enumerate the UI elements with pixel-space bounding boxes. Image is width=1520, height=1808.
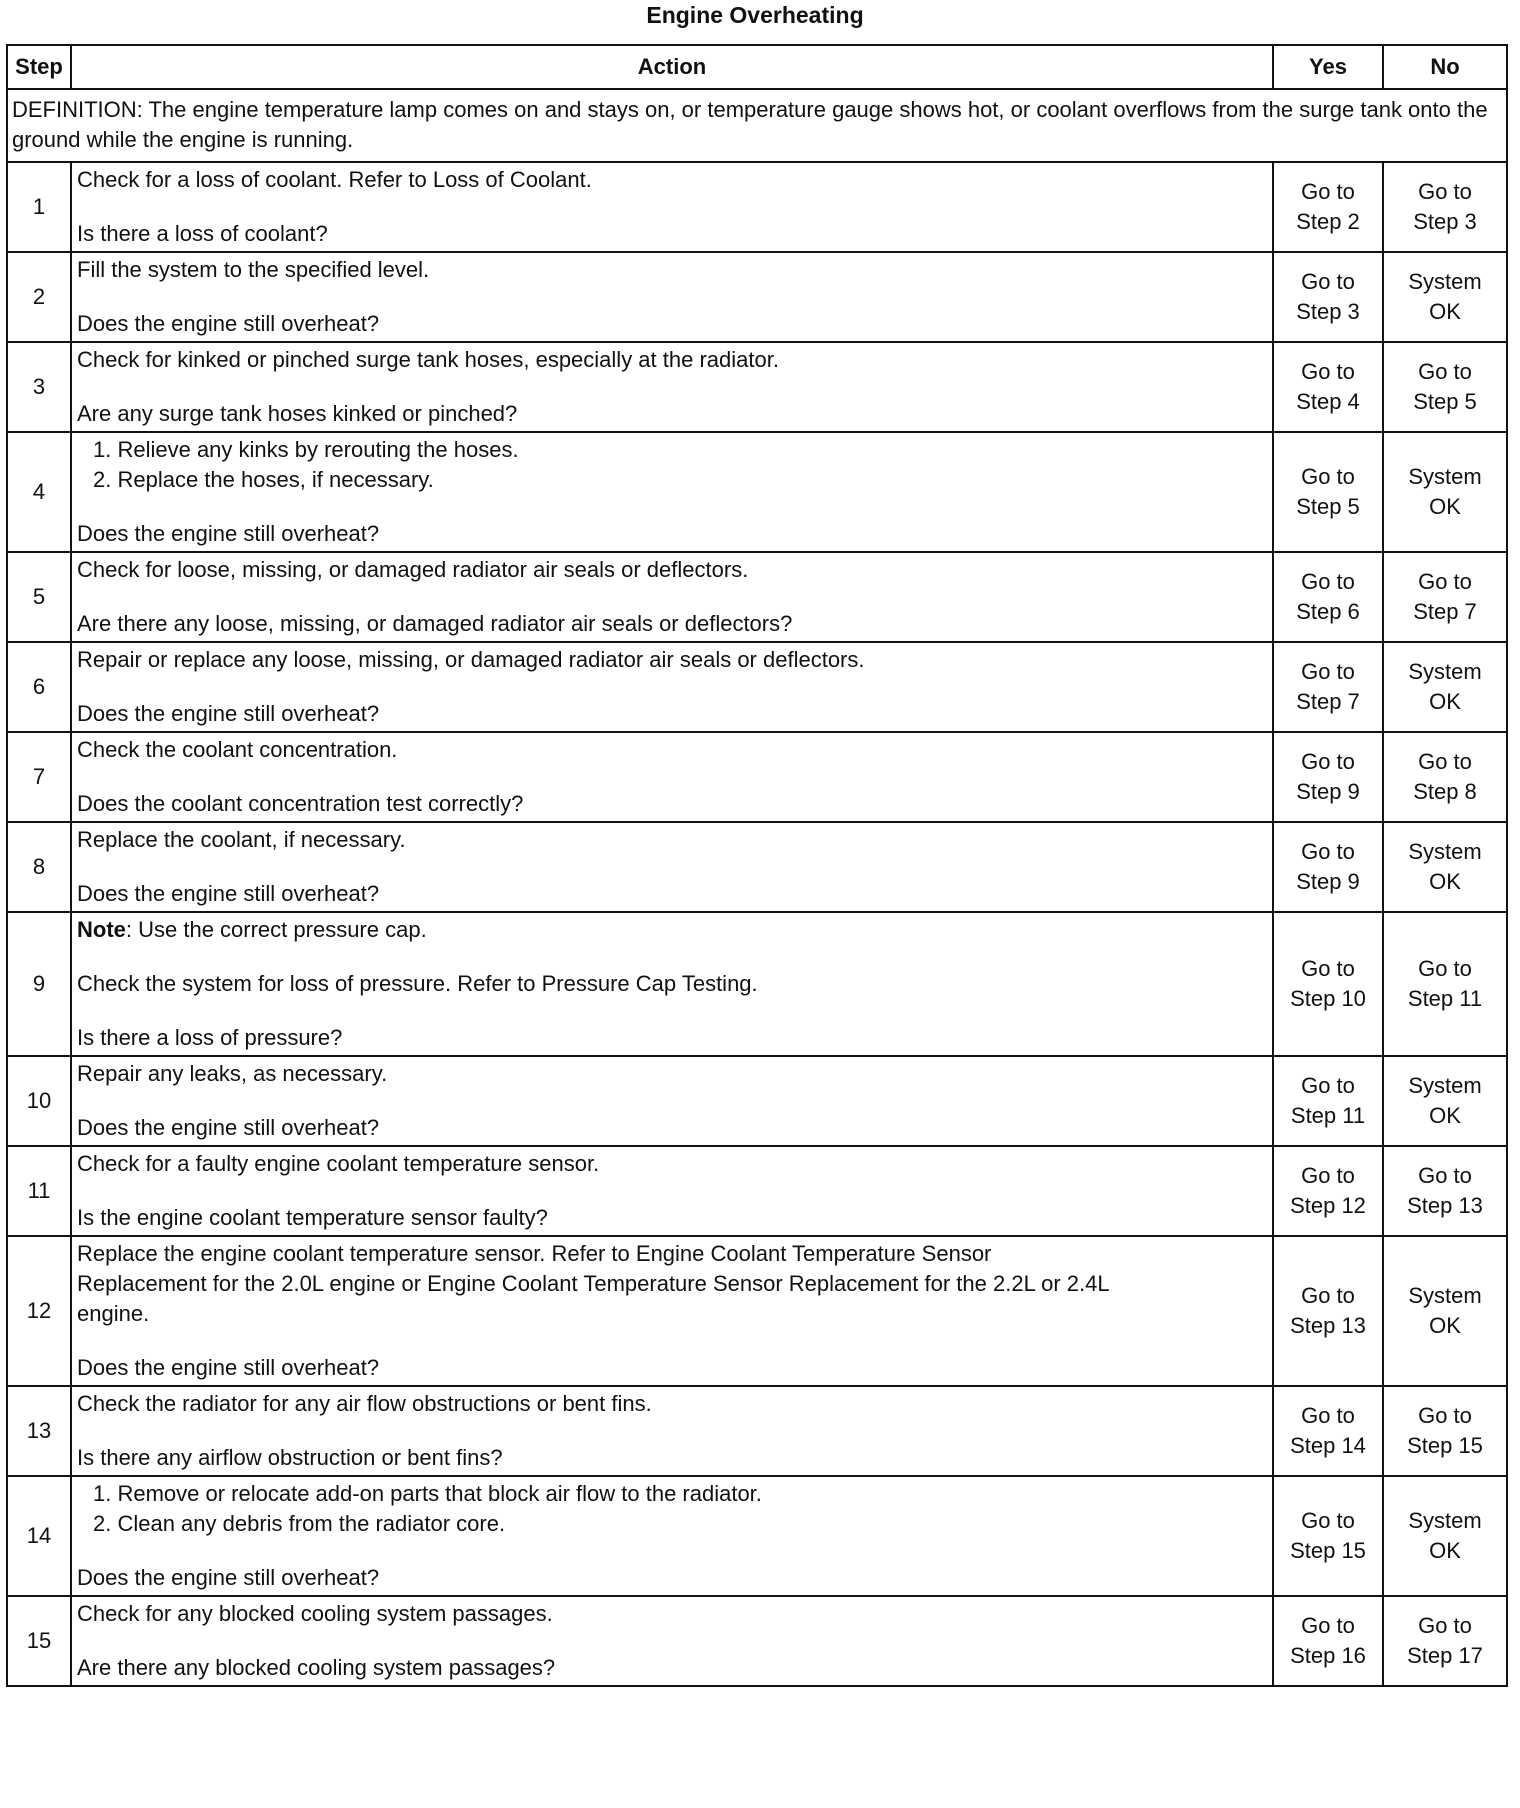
step-number: 6 bbox=[7, 642, 71, 732]
document-title: Engine Overheating bbox=[646, 2, 864, 28]
action-question: Does the coolant concentration test correctly? bbox=[77, 791, 524, 816]
no-target: OK bbox=[1429, 868, 1461, 894]
yes-target: Step 13 bbox=[1290, 1312, 1366, 1338]
yes-goto: Go to bbox=[1301, 1402, 1355, 1428]
no-cell bbox=[1383, 1596, 1507, 1686]
yes-target: Step 5 bbox=[1296, 493, 1360, 519]
action-text: Repair or replace any loose, missing, or damaged radiator air seals or deflectors. bbox=[77, 647, 865, 672]
yes-cell bbox=[1273, 1236, 1383, 1386]
no-target: Step 11 bbox=[1407, 985, 1483, 1011]
step-action bbox=[71, 1476, 1273, 1596]
no-cell bbox=[1383, 1236, 1507, 1386]
action-text: Check for kinked or pinched surge tank hoses, especially at the radiator. bbox=[77, 347, 779, 372]
action-question: Is there any airflow obstruction or bent fins? bbox=[77, 1445, 503, 1470]
step-number: 1 bbox=[7, 162, 71, 252]
no-cell bbox=[1383, 732, 1507, 822]
header-no: No bbox=[1383, 45, 1507, 89]
no-target: Step 17 bbox=[1407, 1642, 1483, 1668]
step-number: 4 bbox=[7, 432, 71, 552]
diagnostic-table bbox=[6, 44, 1508, 1687]
action-question: Are there any loose, missing, or damaged radiator air seals or deflectors? bbox=[77, 611, 793, 636]
header-yes: Yes bbox=[1273, 45, 1383, 89]
step-number: 10 bbox=[7, 1056, 71, 1146]
no-goto: Go to bbox=[1418, 178, 1472, 204]
no-cell bbox=[1383, 162, 1507, 252]
no-goto: System bbox=[1408, 838, 1482, 864]
no-target: OK bbox=[1429, 1312, 1461, 1338]
step-number: 7 bbox=[7, 732, 71, 822]
step-action bbox=[71, 552, 1273, 642]
step-action bbox=[71, 912, 1273, 1056]
no-goto: Go to bbox=[1418, 1402, 1472, 1428]
step-action bbox=[71, 162, 1273, 252]
action-text: Repair any leaks, as necessary. bbox=[77, 1061, 388, 1086]
no-cell bbox=[1383, 342, 1507, 432]
yes-cell bbox=[1273, 732, 1383, 822]
yes-cell bbox=[1273, 642, 1383, 732]
action-question: Does the engine still overheat? bbox=[77, 1115, 380, 1140]
action-note bbox=[77, 915, 1267, 945]
step-row bbox=[7, 342, 1507, 432]
action-text: Replace the engine coolant temperature sensor. Refer to Engine Coolant Temperature Sensor bbox=[77, 1241, 992, 1266]
no-target: Step 8 bbox=[1413, 778, 1477, 804]
action-text: Check the radiator for any air flow obstructions or bent fins. bbox=[77, 1391, 652, 1416]
action-text: Check for loose, missing, or damaged radiator air seals or deflectors. bbox=[77, 557, 749, 582]
yes-target: Step 11 bbox=[1290, 1102, 1366, 1128]
yes-goto: Go to bbox=[1301, 748, 1355, 774]
step-action bbox=[71, 432, 1273, 552]
no-target: OK bbox=[1429, 688, 1461, 714]
step-number: 2 bbox=[7, 252, 71, 342]
yes-target: Step 16 bbox=[1290, 1642, 1366, 1668]
yes-goto: Go to bbox=[1301, 1612, 1355, 1638]
no-cell bbox=[1383, 912, 1507, 1056]
step-number: 5 bbox=[7, 552, 71, 642]
step-row bbox=[7, 1146, 1507, 1236]
yes-goto: Go to bbox=[1301, 838, 1355, 864]
step-action bbox=[71, 1386, 1273, 1476]
action-text: Replacement for the 2.0L engine or Engine Coolant Temperature Sensor Replacement for the 2.2L or 2.4L bbox=[77, 1271, 1110, 1296]
step-number: 9 bbox=[7, 912, 71, 1056]
no-goto: System bbox=[1408, 1072, 1482, 1098]
step-action bbox=[71, 732, 1273, 822]
yes-goto: Go to bbox=[1301, 658, 1355, 684]
action-question: Are any surge tank hoses kinked or pinched? bbox=[77, 401, 518, 426]
action-text: Check the system for loss of pressure. Refer to Pressure Cap Testing. bbox=[77, 971, 758, 996]
step-row bbox=[7, 1476, 1507, 1596]
no-goto: Go to bbox=[1418, 748, 1472, 774]
step-row bbox=[7, 432, 1507, 552]
no-goto: System bbox=[1408, 268, 1482, 294]
step-number: 13 bbox=[7, 1386, 71, 1476]
step-action bbox=[71, 642, 1273, 732]
yes-cell bbox=[1273, 1386, 1383, 1476]
yes-cell bbox=[1273, 432, 1383, 552]
definition-text: DEFINITION: The engine temperature lamp comes on and stays on, or temperature gauge shows hot, or coolant overflows from the surge tank onto the ground while the engine is running. bbox=[7, 89, 1507, 162]
yes-goto: Go to bbox=[1301, 1507, 1355, 1533]
step-row bbox=[7, 162, 1507, 252]
yes-goto: Go to bbox=[1301, 1162, 1355, 1188]
note-text: : Use the correct pressure cap. bbox=[125, 917, 427, 942]
step-number: 3 bbox=[7, 342, 71, 432]
no-target: OK bbox=[1429, 1537, 1461, 1563]
step-number: 8 bbox=[7, 822, 71, 912]
action-question: Does the engine still overheat? bbox=[77, 521, 380, 546]
step-number: 11 bbox=[7, 1146, 71, 1236]
step-action bbox=[71, 342, 1273, 432]
yes-goto: Go to bbox=[1301, 463, 1355, 489]
yes-target: Step 9 bbox=[1296, 868, 1360, 894]
yes-target: Step 7 bbox=[1296, 688, 1360, 714]
step-row bbox=[7, 1056, 1507, 1146]
no-goto: System bbox=[1408, 1282, 1482, 1308]
no-goto: System bbox=[1408, 658, 1482, 684]
yes-target: Step 2 bbox=[1296, 208, 1360, 234]
no-goto: Go to bbox=[1418, 1162, 1472, 1188]
step-row bbox=[7, 1236, 1507, 1386]
action-text: engine. bbox=[77, 1301, 150, 1326]
yes-target: Step 12 bbox=[1290, 1192, 1366, 1218]
step-row bbox=[7, 912, 1507, 1056]
yes-goto: Go to bbox=[1301, 1282, 1355, 1308]
step-number: 14 bbox=[7, 1476, 71, 1596]
no-cell bbox=[1383, 1386, 1507, 1476]
header-row bbox=[7, 45, 1507, 89]
action-text: Replace the coolant, if necessary. bbox=[77, 827, 406, 852]
no-goto: Go to bbox=[1418, 568, 1472, 594]
header-step: Step bbox=[7, 45, 71, 89]
action-list-item: 1. Remove or relocate add-on parts that block air flow to the radiator. bbox=[93, 1481, 762, 1506]
action-text: Check for any blocked cooling system passages. bbox=[77, 1601, 553, 1626]
step-row bbox=[7, 552, 1507, 642]
no-goto: Go to bbox=[1418, 1612, 1472, 1638]
step-action bbox=[71, 822, 1273, 912]
step-row bbox=[7, 252, 1507, 342]
no-goto: System bbox=[1408, 1507, 1482, 1533]
yes-cell bbox=[1273, 1596, 1383, 1686]
action-question: Does the engine still overheat? bbox=[77, 881, 380, 906]
step-row bbox=[7, 732, 1507, 822]
action-question: Does the engine still overheat? bbox=[77, 1355, 380, 1380]
yes-target: Step 6 bbox=[1296, 598, 1360, 624]
yes-target: Step 3 bbox=[1296, 298, 1360, 324]
no-cell bbox=[1383, 432, 1507, 552]
step-action bbox=[71, 252, 1273, 342]
yes-target: Step 10 bbox=[1290, 985, 1366, 1011]
step-number: 15 bbox=[7, 1596, 71, 1686]
no-cell bbox=[1383, 552, 1507, 642]
yes-goto: Go to bbox=[1301, 568, 1355, 594]
step-action bbox=[71, 1056, 1273, 1146]
definition-row bbox=[7, 89, 1507, 162]
action-question: Is the engine coolant temperature sensor faulty? bbox=[77, 1205, 548, 1230]
yes-cell bbox=[1273, 1476, 1383, 1596]
action-question: Does the engine still overheat? bbox=[77, 701, 380, 726]
step-action bbox=[71, 1236, 1273, 1386]
yes-cell bbox=[1273, 912, 1383, 1056]
step-action bbox=[71, 1146, 1273, 1236]
yes-goto: Go to bbox=[1301, 178, 1355, 204]
no-target: OK bbox=[1429, 298, 1461, 324]
no-cell bbox=[1383, 1146, 1507, 1236]
no-goto: Go to bbox=[1418, 358, 1472, 384]
no-target: Step 3 bbox=[1413, 208, 1477, 234]
action-list-item: 2. Clean any debris from the radiator core. bbox=[93, 1511, 506, 1536]
no-cell bbox=[1383, 642, 1507, 732]
step-row bbox=[7, 1596, 1507, 1686]
step-row bbox=[7, 822, 1507, 912]
no-target: OK bbox=[1429, 493, 1461, 519]
no-goto: Go to bbox=[1418, 955, 1472, 981]
yes-cell bbox=[1273, 1056, 1383, 1146]
yes-cell bbox=[1273, 1146, 1383, 1236]
yes-goto: Go to bbox=[1301, 358, 1355, 384]
yes-target: Step 15 bbox=[1290, 1537, 1366, 1563]
action-question: Does the engine still overheat? bbox=[77, 1565, 380, 1590]
yes-cell bbox=[1273, 342, 1383, 432]
yes-goto: Go to bbox=[1301, 955, 1355, 981]
yes-goto: Go to bbox=[1301, 268, 1355, 294]
step-row bbox=[7, 642, 1507, 732]
yes-cell bbox=[1273, 162, 1383, 252]
action-text: Check the coolant concentration. bbox=[77, 737, 398, 762]
no-target: OK bbox=[1429, 1102, 1461, 1128]
yes-cell bbox=[1273, 552, 1383, 642]
no-cell bbox=[1383, 822, 1507, 912]
yes-cell bbox=[1273, 252, 1383, 342]
step-number: 12 bbox=[7, 1236, 71, 1386]
no-target: Step 15 bbox=[1407, 1432, 1483, 1458]
no-cell bbox=[1383, 252, 1507, 342]
step-action bbox=[71, 1596, 1273, 1686]
step-row bbox=[7, 1386, 1507, 1476]
yes-goto: Go to bbox=[1301, 1072, 1355, 1098]
action-list-item: 2. Replace the hoses, if necessary. bbox=[93, 467, 434, 492]
action-question: Are there any blocked cooling system passages? bbox=[77, 1655, 556, 1680]
yes-cell bbox=[1273, 822, 1383, 912]
action-text: Check for a faulty engine coolant temperature sensor. bbox=[77, 1151, 600, 1176]
no-goto: System bbox=[1408, 463, 1482, 489]
no-target: Step 13 bbox=[1407, 1192, 1483, 1218]
action-text: Check for a loss of coolant. Refer to Loss of Coolant. bbox=[77, 167, 592, 192]
action-text: Fill the system to the specified level. bbox=[77, 257, 430, 282]
action-question: Is there a loss of pressure? bbox=[77, 1025, 343, 1050]
no-target: Step 7 bbox=[1413, 598, 1477, 624]
header-action: Action bbox=[71, 45, 1273, 89]
no-cell bbox=[1383, 1476, 1507, 1596]
action-question: Is there a loss of coolant? bbox=[77, 221, 328, 246]
yes-target: Step 14 bbox=[1290, 1432, 1366, 1458]
yes-target: Step 9 bbox=[1296, 778, 1360, 804]
action-list-item: 1. Relieve any kinks by rerouting the hoses. bbox=[93, 437, 519, 462]
action-question: Does the engine still overheat? bbox=[77, 311, 380, 336]
no-cell bbox=[1383, 1056, 1507, 1146]
yes-target: Step 4 bbox=[1296, 388, 1360, 414]
no-target: Step 5 bbox=[1413, 388, 1477, 414]
note-label: Note bbox=[77, 917, 126, 942]
